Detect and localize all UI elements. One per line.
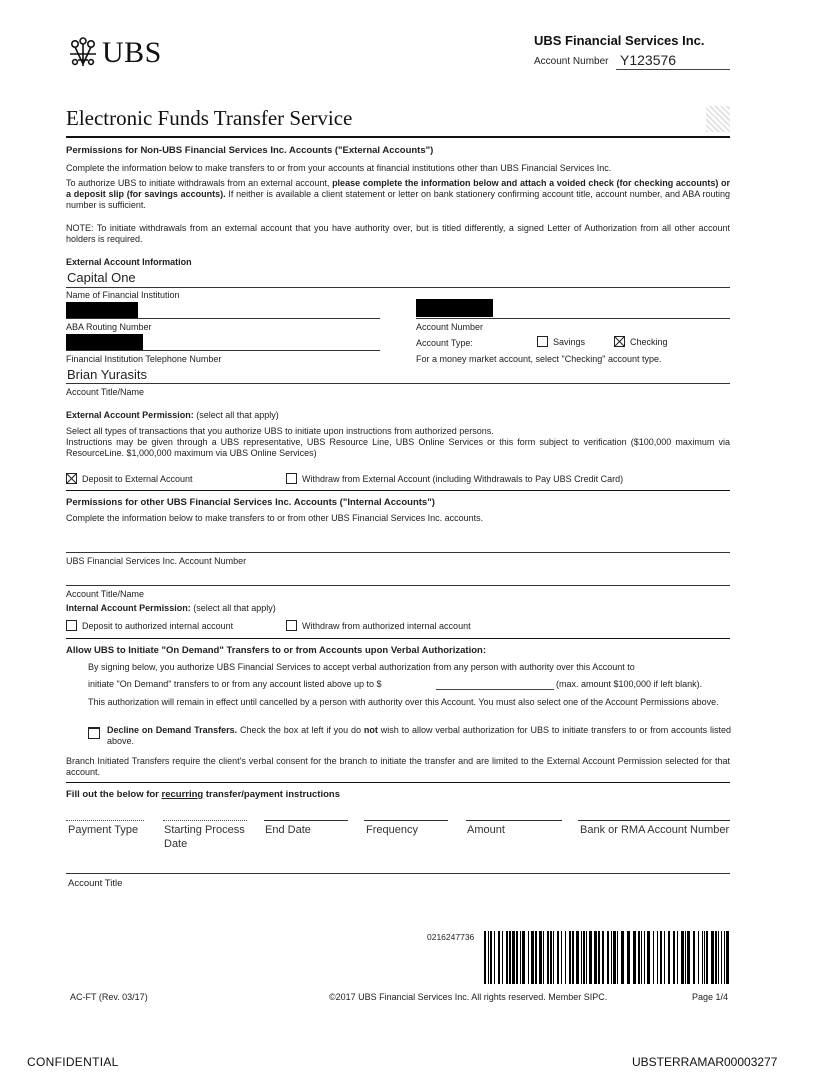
recurring-col-end-date: End Date [265, 824, 311, 836]
on-demand-p1c: (max. amount $100,000 if left blank). [556, 679, 703, 689]
watermark-stamp [706, 106, 730, 132]
checking-checkbox[interactable] [614, 336, 625, 347]
external-permission-p1: Select all types of transactions that you authorize UBS to initiate upon instructions from authorized persons. [66, 426, 494, 436]
ubs-keys-icon [66, 36, 100, 70]
barcode [484, 931, 730, 984]
withdraw-internal-option[interactable]: Withdraw from authorized internal account [286, 620, 471, 631]
money-market-note: For a money market account, select "Checking" account type. [416, 354, 662, 364]
recurring-col-frequency: Frequency [366, 824, 418, 836]
aba-routing-label: ABA Routing Number [66, 322, 152, 332]
header-account-number-value[interactable]: Y123576 [620, 52, 677, 68]
phone-redaction [66, 334, 143, 350]
internal-account-number-label: UBS Financial Services Inc. Account Number [66, 556, 247, 566]
deposit-internal-option[interactable]: Deposit to authorized internal account [66, 620, 233, 631]
external-account-number-label: Account Number [416, 322, 484, 332]
deposit-internal-checkbox[interactable] [66, 620, 77, 631]
branch-initiated-text: Branch Initiated Transfers require the client's verbal consent for the branch to initiate the transfer and are limited to the External Account Permission selected for that account. [66, 756, 730, 777]
external-permissions-instructions: To authorize UBS to initiate withdrawals from an external account, please complete the information below and attach a voided check (for checking accounts) or a deposit slip (for savings accounts). If neither is available a client statement or letter on bank stationery confirming account title, account number, and ABA routing number is sufficient. [66, 178, 730, 210]
deposit-external-option[interactable]: Deposit to External Account [66, 473, 193, 484]
recurring-col-start-date: Starting Process Date [164, 824, 245, 850]
header-account-number-label: Account Number [534, 56, 609, 67]
recurring-col-bank-account: Bank or RMA Account Number [580, 824, 730, 836]
institution-name-value[interactable]: Capital One [67, 270, 136, 285]
account-number-redaction [416, 299, 493, 317]
institution-name-label: Name of Financial Institution [66, 290, 180, 300]
account-title-value[interactable]: Brian Yurasits [67, 367, 147, 382]
barcode-bar [726, 931, 729, 984]
on-demand-p1b: initiate "On Demand" transfers to or from any account listed above up to $ [88, 679, 382, 689]
ubs-wordmark: UBS [102, 36, 162, 69]
on-demand-amount-line[interactable] [436, 689, 554, 690]
external-permission-heading: External Account Permission: (select all that apply) [66, 410, 279, 420]
on-demand-p1a: By signing below, you authorize UBS Financial Services to accept verbal authorization from any person with authority over this Account to [88, 662, 635, 672]
form-id: AC-FT (Rev. 03/17) [70, 992, 148, 1002]
copyright: ©2017 UBS Financial Services Inc. All rights reserved. Member SIPC. [329, 992, 608, 1002]
savings-option[interactable]: Savings [537, 336, 585, 347]
internal-account-title-label: Account Title/Name [66, 589, 145, 599]
external-permission-p2: Instructions may be given through a UBS representative, UBS Resource Line, UBS Online Services or this form subject to verification ($100,000 maximum via ResourceLine. $1,000,000 maximum via UBS Online Services) [66, 437, 730, 458]
internal-heading: Permissions for other UBS Financial Services Inc. Accounts ("Internal Accounts") [66, 497, 435, 508]
barcode-number: 0216247736 [427, 932, 475, 942]
savings-checkbox[interactable] [537, 336, 548, 347]
checking-option[interactable]: Checking [614, 336, 668, 347]
on-demand-p2: This authorization will remain in effect until cancelled by a person with authority over this Account. You must also select one of the Account Permissions above. [88, 697, 719, 707]
internal-intro: Complete the information below to make transfers to or from other UBS Financial Services Inc. accounts. [66, 513, 484, 523]
on-demand-heading: Allow UBS to Initiate "On Demand" Transfers to or from Accounts upon Verbal Authorization: [66, 645, 486, 656]
page-number: Page 1/4 [692, 992, 729, 1002]
external-permissions-heading: Permissions for Non-UBS Financial Services Inc. Accounts ("External Accounts") [66, 145, 434, 156]
internal-permission-heading: Internal Account Permission: (select all that apply) [66, 603, 276, 613]
deposit-external-checkbox[interactable] [66, 473, 77, 484]
recurring-col-amount: Amount [467, 824, 505, 836]
external-permissions-note: NOTE: To initiate withdrawals from an external account that you have authority over, but is titled differently, a signed Letter of Authorization from all other account holders is required. [66, 223, 730, 244]
ubs-logo [66, 34, 176, 74]
external-info-heading: External Account Information [66, 257, 192, 267]
withdraw-external-option[interactable]: Withdraw from External Account (including Withdrawals to Pay UBS Credit Card) [286, 473, 623, 484]
external-permissions-intro: Complete the information below to make transfers to or from your accounts at financial institutions other than UBS Financial Services Inc. [66, 163, 612, 173]
withdraw-external-checkbox[interactable] [286, 473, 297, 484]
page-title: Electronic Funds Transfer Service [66, 106, 353, 130]
account-type-label: Account Type: [416, 338, 473, 348]
recurring-col-payment-type: Payment Type [68, 824, 139, 836]
withdraw-internal-checkbox[interactable] [286, 620, 297, 631]
decline-checkbox[interactable] [88, 727, 100, 739]
aba-routing-redaction [66, 302, 138, 318]
decline-text: Decline on Demand Transfers. Check the box at left if you do not wish to allow verbal authorization for UBS to initiate transfers to or from accounts listed above. [107, 725, 731, 746]
account-title-label: Account Title/Name [66, 387, 145, 397]
phone-label: Financial Institution Telephone Number [66, 354, 222, 364]
recurring-account-title-label: Account Title [68, 878, 123, 889]
company-name: UBS Financial Services Inc. [534, 33, 705, 48]
confidential-stamp: CONFIDENTIAL [27, 1055, 119, 1069]
recurring-heading: Fill out the below for recurring transfer/payment instructions [66, 789, 340, 800]
bates-number: UBSTERRAMAR00003277 [632, 1055, 778, 1069]
